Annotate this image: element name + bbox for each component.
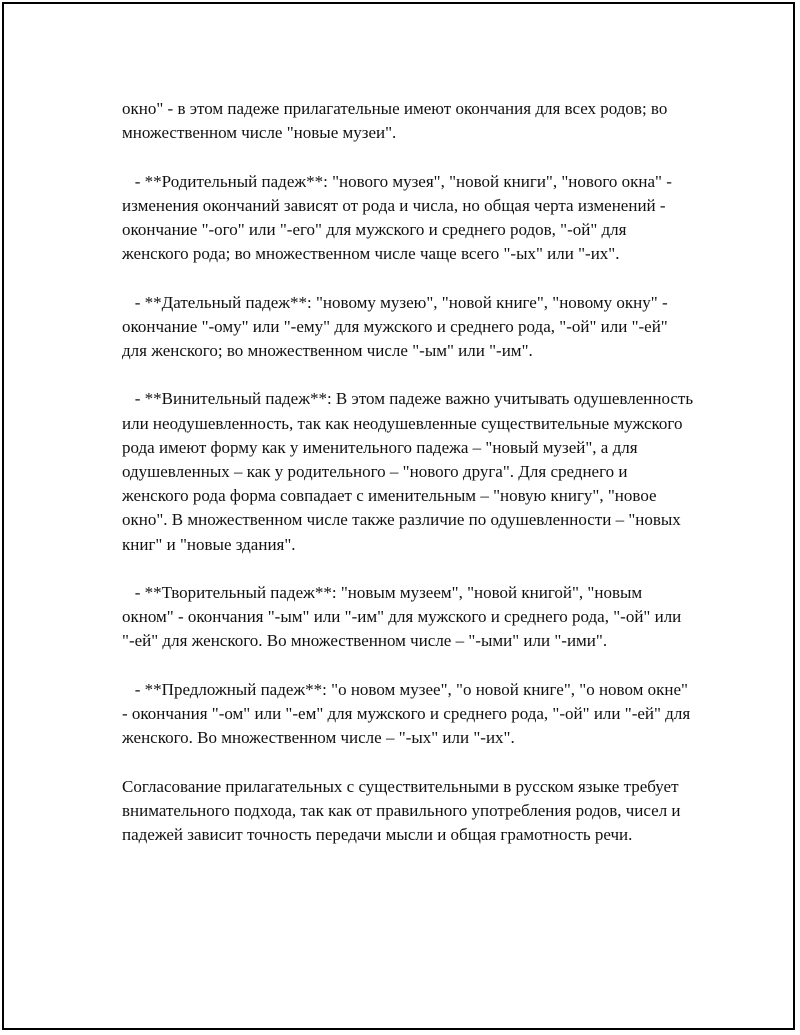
paragraph-nominative-continuation: окно" - в этом падеже прилагательные имеют окончания для всех родов; во множественном числе "новые музеи". (122, 99, 672, 143)
paragraph-instrumental-case: - **Творительный падеж**: "новым музеем", "новой книгой", "новым окном" - окончания "-ым" или "-им" для мужского и среднего рода, "-ой" или "-ей" для женского. Во множественном числе – "-ыми" или "-ими". (122, 583, 686, 651)
paragraph-accusative-case: - **Винительный падеж**: В этом падеже важно учитывать одушевленность или неодушевленность, так как неодушевленные существительные мужского рода имеют форму как у именительного падежа – "новый музей", а для одушевленных – как у родительного – "нового друга". Для среднего и женского рода форма совпадает с именительным – "новую книгу", "новое окно". В множественном числе также различие по одушевленности – "новых книг" и "новые здания". (122, 389, 698, 554)
page-frame (2, 2, 795, 1030)
paragraph-genitive-case: - **Родительный падеж**: "нового музея", "новой книги", "нового окна" - изменения окончаний зависят от рода и числа, но общая черта изменений - окончание "-ого" или "-его" для мужского и среднего родов, "-ой" для женского рода; во множественном числе чаще всего "-ых" или "-их". (122, 171, 677, 264)
document-body (122, 97, 698, 871)
paragraph-conclusion: Согласование прилагательных с существительными в русском языке требует внимательного подхода, так как от правильного употребления родов, чисел и падежей зависит точность передачи мысли и общая грамотность речи. (122, 776, 685, 844)
paragraph-dative-case: - **Дательный падеж**: "новому музею", "новой книге", "новому окну" - окончание "-ому" или "-ему" для мужского и среднего рода, "-ой" или "-ей" для женского; во множественном числе "-ым" или "-им". (122, 292, 673, 360)
paragraph-prepositional-case: - **Предложный падеж**: "о новом музее", "о новой книге", "о новом окне" - окончания "-ом" или "-ем" для мужского и среднего рода, "-ой" или "-ей" для женского. Во множественном числе – "-ых" или "-их". (122, 679, 695, 748)
